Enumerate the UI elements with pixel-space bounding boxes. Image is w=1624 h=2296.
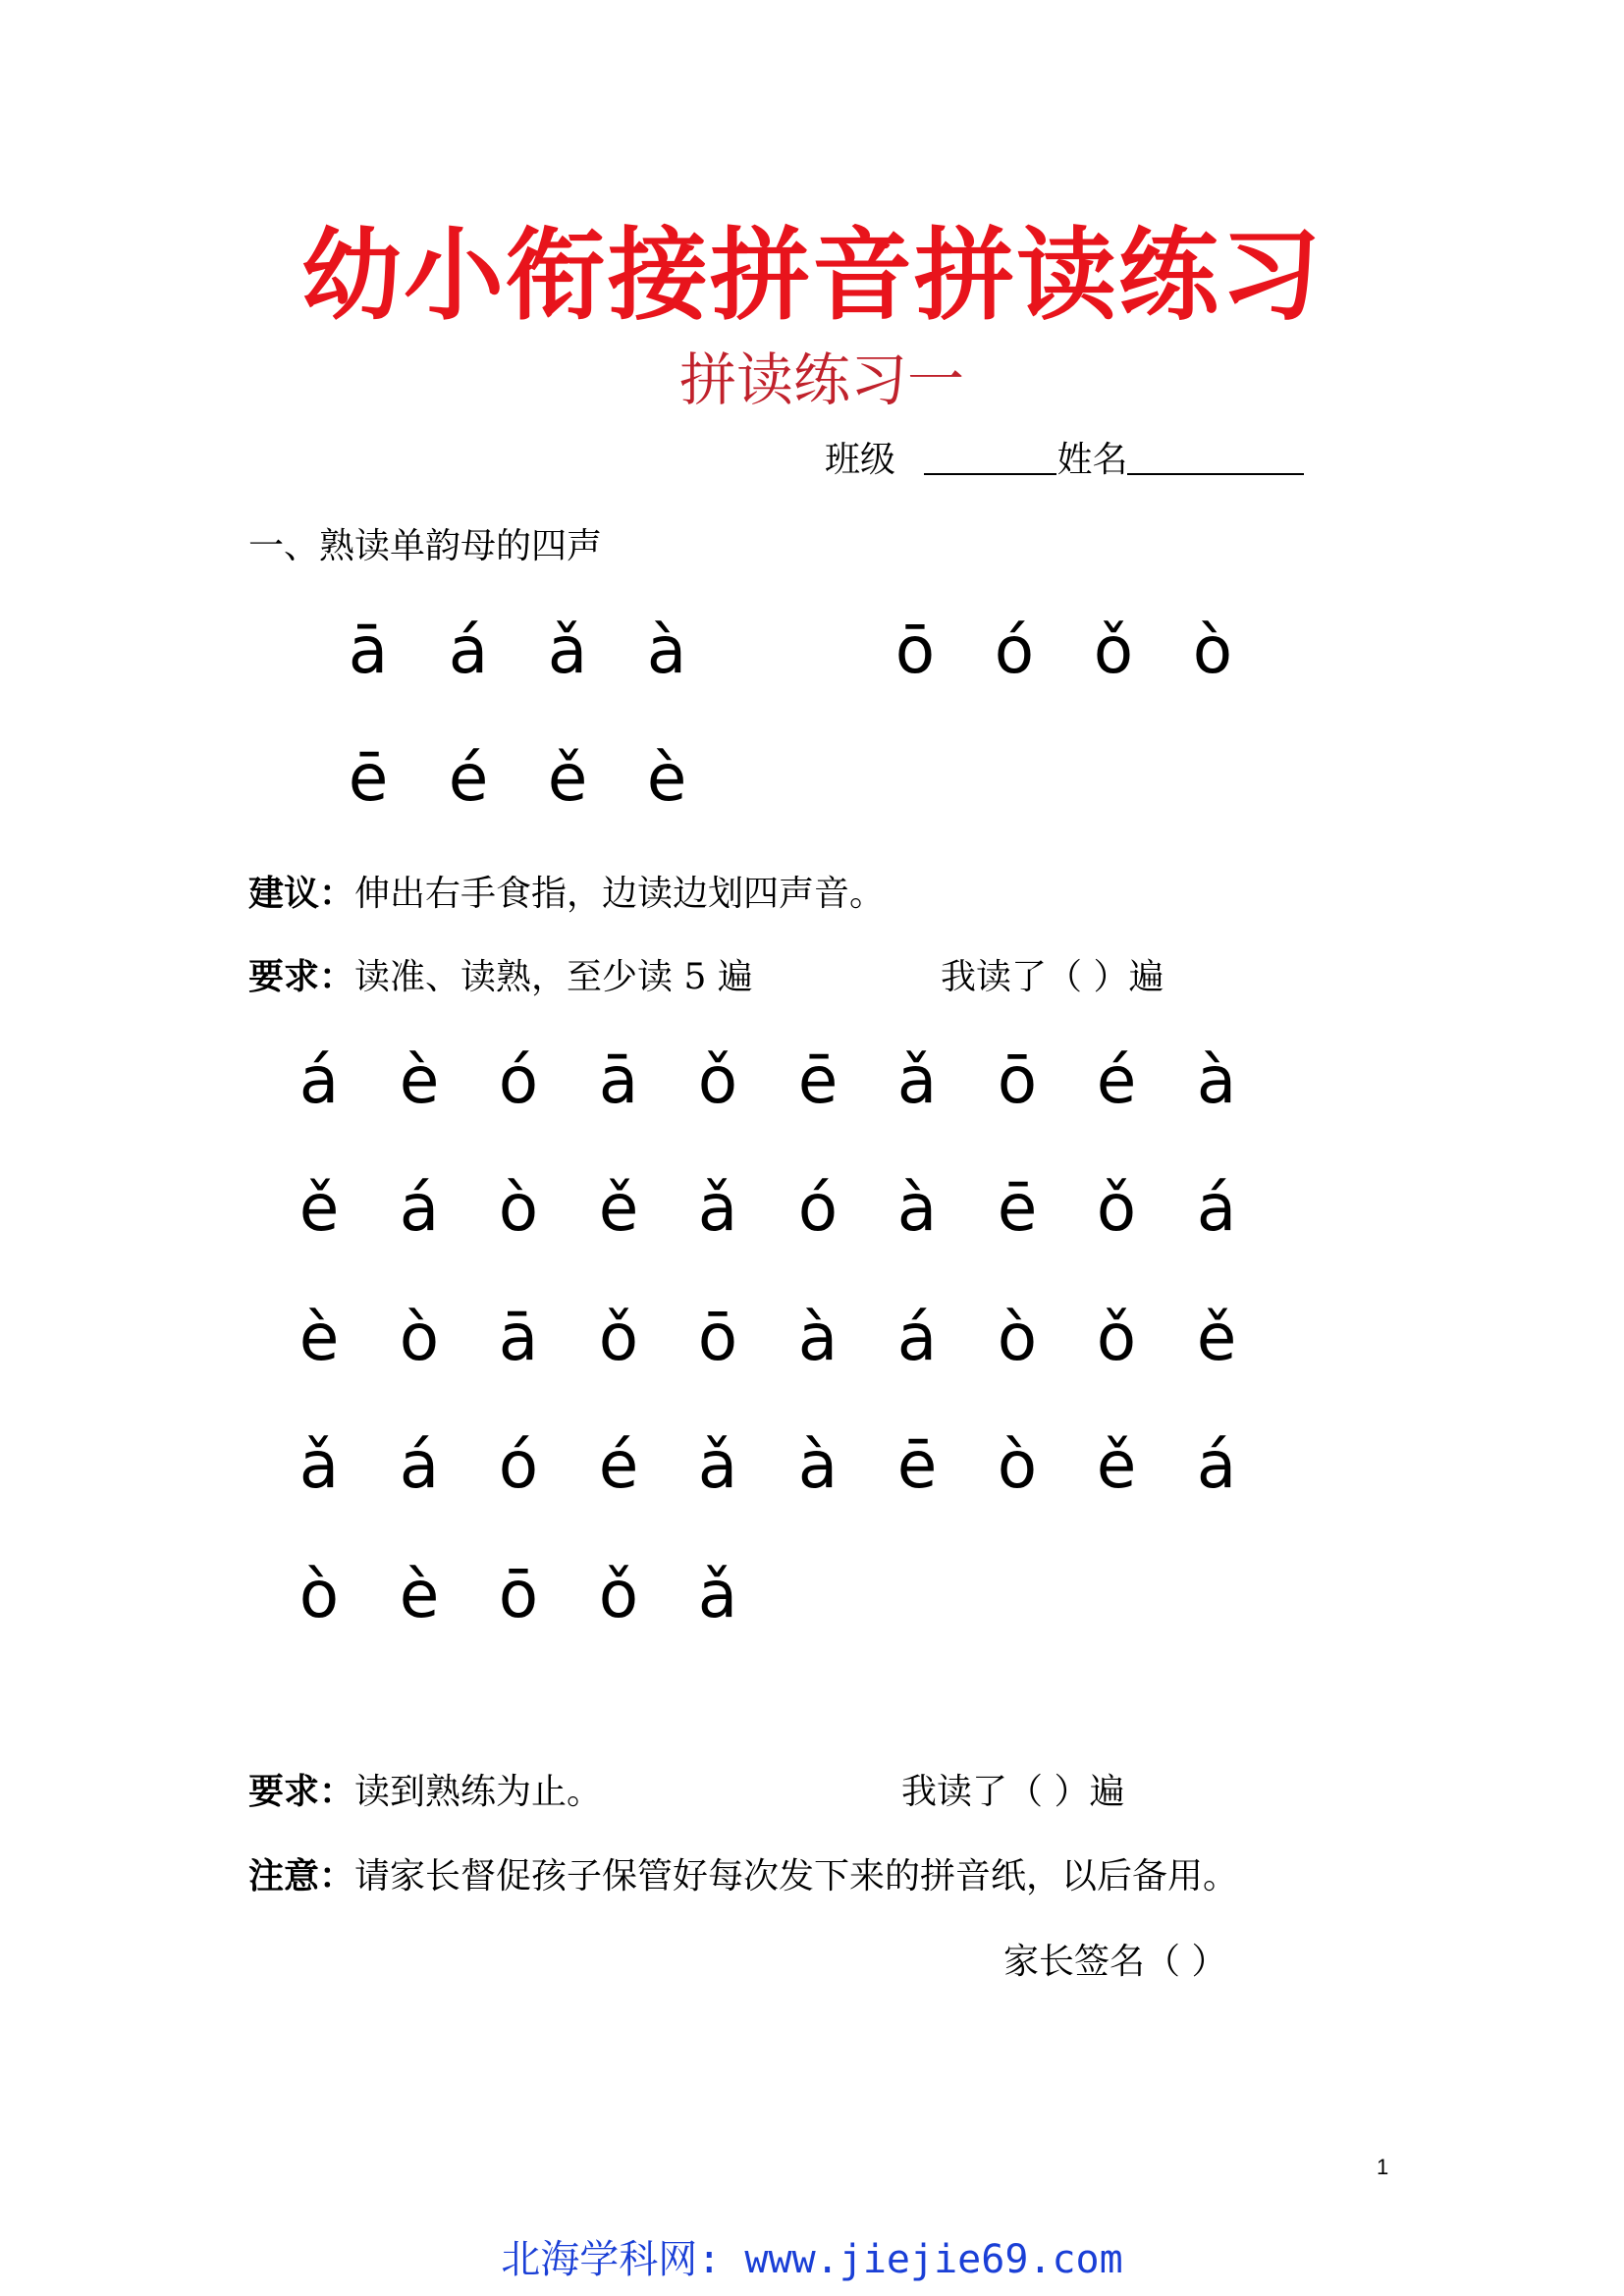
drill-syllable: ā	[498, 1300, 539, 1375]
drill-syllable: à	[1196, 1042, 1237, 1118]
drill-syllable: ǒ	[598, 1300, 639, 1375]
drill-syllable: ē	[896, 1427, 938, 1503]
drill-syllable: ǎ	[697, 1427, 738, 1503]
tone-syllable: ó	[994, 613, 1035, 688]
drill-syllable: á	[1196, 1170, 1237, 1246]
suggestion-text: 伸出右手食指，边读边划四声音。	[354, 874, 886, 914]
drill-syllable: ǒ	[1096, 1170, 1137, 1246]
page-title: 幼小衔接拼音拼读练习	[301, 218, 1323, 335]
tone-syllable: ǒ	[1093, 613, 1134, 688]
drill-syllable: á	[399, 1427, 440, 1503]
drill-syllable: ǎ	[697, 1557, 738, 1632]
drill-syllable: ō	[997, 1042, 1038, 1118]
drill-syllable: ò	[498, 1170, 539, 1246]
drill-syllable: ǒ	[598, 1557, 639, 1632]
drill-syllable: ō	[498, 1557, 539, 1632]
drill-syllable: è	[399, 1557, 440, 1632]
drill-syllable: é	[598, 1427, 639, 1503]
tone-syllable: é	[448, 740, 489, 816]
tone-syllable: á	[448, 613, 489, 688]
drill-syllable: ò	[997, 1427, 1038, 1503]
drill-syllable: ē	[797, 1042, 839, 1118]
drill-syllable: ó	[498, 1427, 539, 1503]
drill-syllable: ō	[697, 1300, 738, 1375]
drill-syllable: ǒ	[1096, 1300, 1137, 1375]
class-label: 班级	[825, 440, 896, 480]
drill-syllable: ǎ	[896, 1042, 938, 1118]
drill-syllable: ě	[1096, 1427, 1137, 1503]
drill-syllable: á	[399, 1170, 440, 1246]
drill-syllable: ǒ	[697, 1042, 738, 1118]
read-count-note-1: 我读了（ ）遍	[941, 957, 1164, 997]
drill-syllable: ó	[498, 1042, 539, 1118]
requirement-line-1	[248, 949, 753, 999]
tone-syllable: ē	[348, 740, 389, 816]
notice-label: 注意：	[248, 1855, 355, 1896]
drill-syllable: ě	[598, 1170, 639, 1246]
drill-syllable: á	[1196, 1427, 1237, 1503]
tone-syllable: ǎ	[547, 613, 588, 688]
student-info	[825, 432, 1304, 482]
tone-syllable: ō	[894, 613, 936, 688]
class-blank[interactable]	[924, 438, 1056, 475]
tone-syllable: ò	[1192, 613, 1233, 688]
drill-syllable: à	[896, 1170, 938, 1246]
requirement-label: 要求：	[248, 1771, 355, 1812]
requirement-label: 要求：	[248, 956, 355, 997]
name-label: 姓名	[1056, 440, 1128, 480]
drill-syllable: à	[797, 1427, 839, 1503]
parent-signature: 家长签名（ ）	[1003, 1942, 1227, 1982]
drill-syllable: ò	[298, 1557, 340, 1632]
page-subtitle: 拼读练习一	[678, 347, 964, 413]
tone-syllable: ā	[348, 613, 389, 688]
tone-syllable: ě	[547, 740, 588, 816]
drill-syllable: è	[298, 1300, 340, 1375]
drill-syllable: ò	[399, 1300, 440, 1375]
drill-syllable: ǎ	[298, 1427, 340, 1503]
drill-syllable: ē	[997, 1170, 1038, 1246]
drill-syllable: ó	[797, 1170, 839, 1246]
drill-syllable: à	[797, 1300, 839, 1375]
name-blank[interactable]	[1127, 438, 1304, 475]
requirement-text: 读到熟练为止。	[354, 1772, 603, 1812]
requirement-text: 读准、读熟，至少读 5 遍	[354, 957, 753, 997]
suggestion-label: 建议：	[248, 873, 355, 914]
drill-syllable: ǎ	[697, 1170, 738, 1246]
drill-syllable: è	[399, 1042, 440, 1118]
requirement-line-2	[248, 1764, 602, 1814]
drill-syllable: ā	[598, 1042, 639, 1118]
suggestion-line	[248, 866, 885, 916]
drill-syllable: á	[298, 1042, 340, 1118]
drill-syllable: ě	[1196, 1300, 1237, 1375]
section-heading: 一、熟读单韵母的四声	[248, 526, 603, 566]
page-number: 1	[1377, 2155, 1389, 2179]
drill-syllable: é	[1096, 1042, 1137, 1118]
tone-syllable: è	[646, 740, 687, 816]
notice-line	[248, 1848, 1238, 1898]
read-count-note-2: 我读了（ ）遍	[901, 1772, 1125, 1812]
tone-syllable: à	[646, 613, 687, 688]
drill-syllable: á	[896, 1300, 938, 1375]
drill-syllable: ě	[298, 1170, 340, 1246]
notice-text: 请家长督促孩子保管好每次发下来的拼音纸，以后备用。	[354, 1856, 1239, 1896]
drill-syllable: ò	[997, 1300, 1038, 1375]
footer-website: 北海学科网: www.jiejie69.com	[501, 2237, 1123, 2282]
